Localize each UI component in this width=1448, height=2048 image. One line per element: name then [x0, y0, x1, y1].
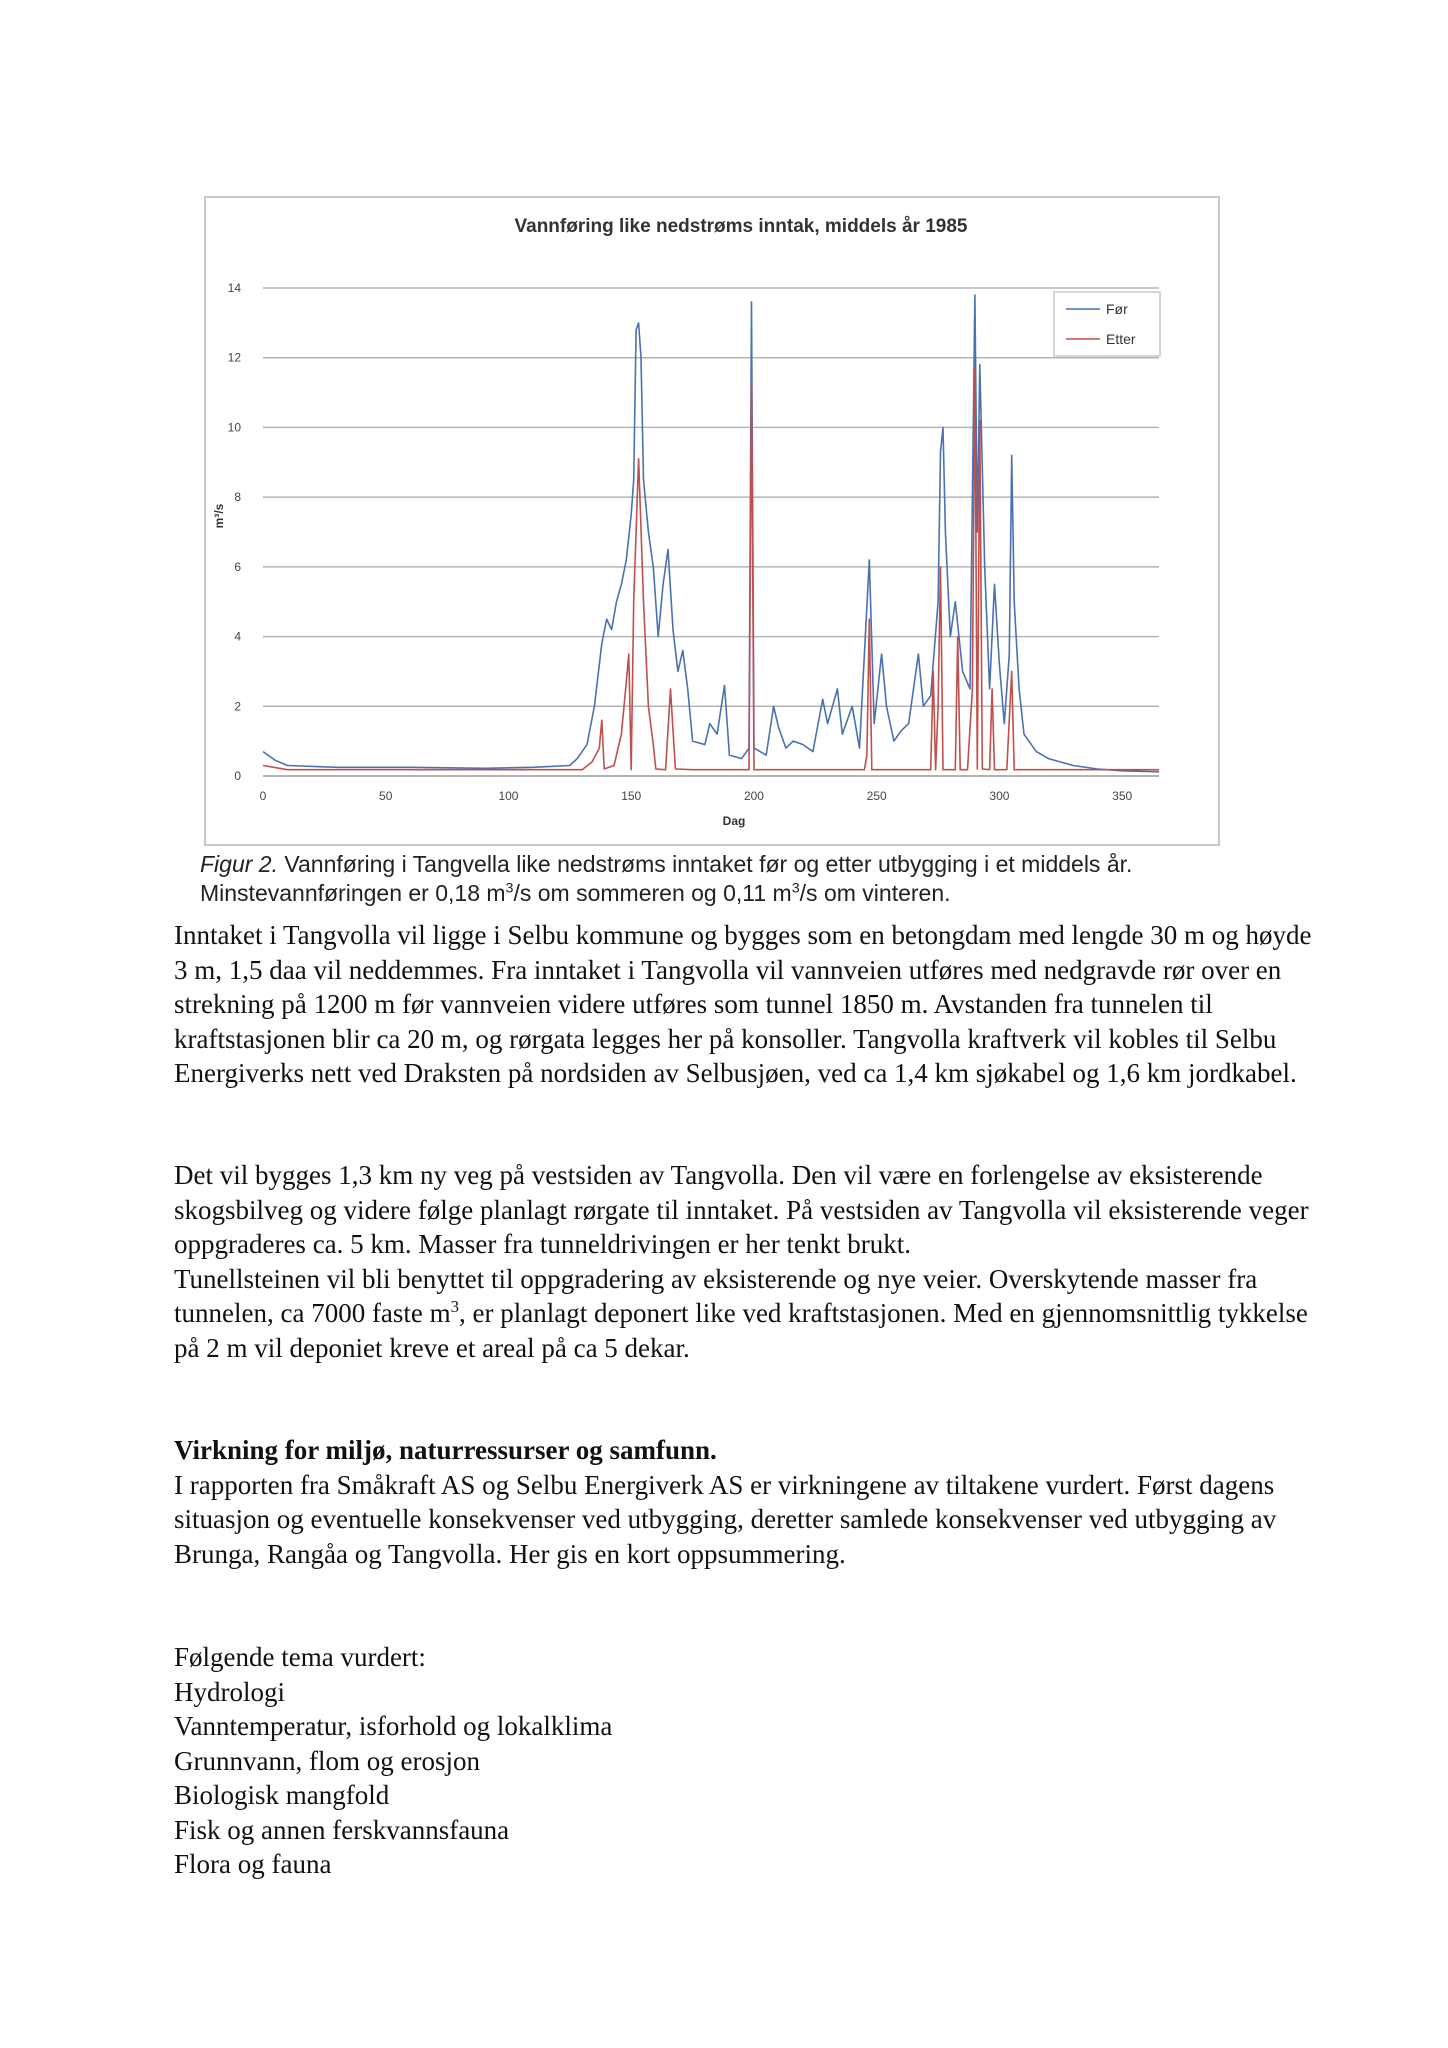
- x-tick-label: 350: [1112, 789, 1133, 803]
- caption-line-1: [200, 850, 1260, 879]
- x-tick-label: 50: [379, 789, 393, 803]
- y-tick-label: 8: [234, 490, 241, 505]
- paragraph-3b: , er planlagt deponert like ved kraftstasjonen. Med en gjennomsnittlig tykkelse på 2 m vil deponiet kreve et areal på ca 5 dekar.: [174, 1298, 1308, 1363]
- y-tick-label: 0: [234, 769, 241, 783]
- caption-text-2a: Minstevannføringen er 0,18 m: [200, 880, 506, 906]
- series-line-etter: [263, 368, 1159, 770]
- paragraph-3a: Tunellsteinen vil bli benyttet til oppgradering av eksisterende og nye veier. Overskytende masser fra tunnelen, ca 7000 faste m: [174, 1263, 1258, 1328]
- caption-text-2c: /s om vinteren.: [799, 880, 951, 906]
- x-tick-label: 200: [743, 789, 764, 803]
- flow-chart: [204, 196, 1220, 846]
- y-tick-label: 6: [234, 559, 241, 574]
- paragraph-3-text: [174, 1262, 1314, 1366]
- x-tick-label: 250: [866, 789, 887, 803]
- caption-line-2: [200, 879, 1260, 908]
- paragraph-road: [174, 1158, 1314, 1365]
- y-tick-label: 10: [227, 420, 241, 435]
- x-tick-label: 150: [621, 789, 642, 803]
- section-heading: Virkning for miljø, naturressurser og samfunn.: [174, 1435, 717, 1465]
- x-tick-label: 100: [498, 789, 519, 803]
- chart-title: Vannføring like nedstrøms inntak, middels år 1985: [514, 216, 968, 237]
- series-line-for: [263, 295, 1159, 772]
- topic-item: Hydrologi: [174, 1676, 285, 1707]
- caption-figure-label: Figur 2.: [200, 851, 278, 877]
- paragraph-2-text: Det vil bygges 1,3 km ny veg på vestsiden av Tangvolla. Den vil være en forlengelse av eksisterende skogsbilveg og videre følge planlagt rørgate til inntaket. På vestsiden av Tangvolla vil eksisterende veger oppgraderes ca. 5 km. Masser fra tunneldrivingen er her tenkt brukt.: [174, 1160, 1309, 1259]
- caption-text-2b: /s om sommeren og 0,11 m: [513, 880, 792, 906]
- paragraph-4-text: I rapporten fra Småkraft AS og Selbu Energiverk AS er virkningene av tiltakene vurdert. Først dagens situasjon og eventuelle konsekvenser ved utbygging, deretter samlede konsekvenser ved utbygging av Brunga, Rangåa og Tangvolla. Her gis en kort oppsummering.: [174, 1469, 1277, 1569]
- paragraph-3-sup: 3: [450, 1297, 460, 1316]
- flow-chart-svg: [206, 198, 1218, 844]
- topic-item: Flora og fauna: [174, 1849, 332, 1879]
- paragraph-intake: [174, 918, 1314, 1091]
- topic-item: Vanntemperatur, isforhold og lokalklima: [174, 1711, 613, 1741]
- topic-item: Biologisk mangfold: [174, 1780, 390, 1810]
- legend-label-for: Før: [1106, 301, 1128, 317]
- x-tick-label: 0: [259, 789, 267, 803]
- topic-list: [174, 1640, 1314, 1882]
- y-axis-label: m³/s: [212, 503, 226, 529]
- legend-label-etter: Etter: [1106, 331, 1136, 347]
- chart-legend: [1054, 292, 1160, 356]
- caption-sup-1: 3: [505, 880, 514, 897]
- topic-item: Fisk og annen ferskvannsfauna: [174, 1814, 510, 1845]
- y-tick-label: 12: [227, 350, 241, 365]
- paragraph-1-text: Inntaket i Tangvolla vil ligge i Selbu kommune og bygges som en betongdam med lengde 30 m og høyde 3 m, 1,5 daa vil neddemmes. Fra inntaket i Tangvolla vil vannveien utføres med nedgravde rør over en strekning på 1200 m før vannveien videre utføres som tunnel 1850 m. Avstanden fra tunnelen til kraftstasjonen blir ca 20 m, og rørgata legges her på konsoller. Tangvolla kraftverk vil kobles til Selbu Energiverks nett ved Draksten på nordsiden av Selbusjøen, ved ca 1,4 km sjøkabel og 1,6 km jordkabel.: [174, 920, 1312, 1088]
- topic-list-intro: Følgende tema vurdert:: [174, 1642, 426, 1672]
- y-tick-label: 14: [227, 281, 241, 295]
- y-tick-label: 2: [234, 699, 241, 714]
- figure-caption: [200, 850, 1260, 908]
- section-impact: [174, 1433, 1314, 1571]
- topic-item: Grunnvann, flom og erosjon: [174, 1745, 480, 1776]
- x-axis-label: Dag: [722, 814, 746, 828]
- caption-sup-2: 3: [791, 880, 800, 897]
- x-tick-label: 300: [989, 789, 1010, 803]
- caption-text-1: Vannføring i Tangvella like nedstrøms inntaket før og etter utbygging i et middels år.: [277, 851, 1133, 877]
- y-tick-label: 4: [234, 629, 241, 644]
